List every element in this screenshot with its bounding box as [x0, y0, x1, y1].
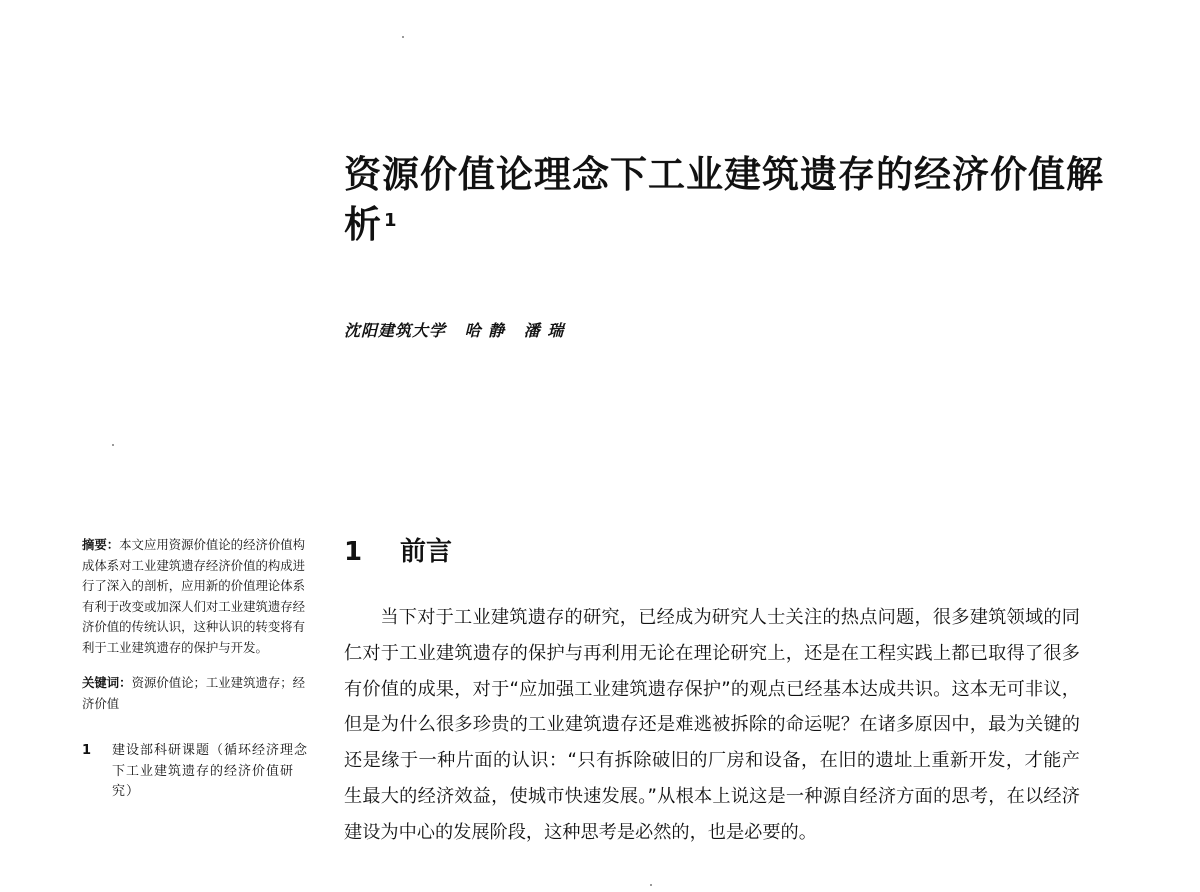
author-name: 哈 静	[464, 321, 506, 340]
sidebar-notes	[82, 535, 314, 803]
keywords-text: 资源价值论；工业建筑遗存；经济价值	[82, 675, 306, 711]
author-name: 潘 瑞	[523, 321, 565, 340]
section-title: 前言	[400, 537, 453, 567]
author-line	[344, 318, 576, 341]
abstract-text: 本文应用资源价值论的经济价值构成体系对工业建筑遗存经济价值的构成进行了深入的剖析，应用新的价值理论体系有利于改变或加深人们对工业建筑遗存经济价值的传统认识，这种认识的转变将有利于工业建筑遗存的保护与开发。	[82, 537, 306, 655]
section-number: 1	[344, 537, 363, 567]
paper-title-text: 资源价值论理念下工业建筑遗存的经济价值解析	[344, 153, 1104, 246]
footnote	[82, 741, 314, 803]
scan-speck	[650, 884, 652, 886]
footnote-number: 1	[82, 743, 92, 758]
keywords	[82, 673, 314, 714]
body-paragraph: 当下对于工业建筑遗存的研究，已经成为研究人士关注的热点问题，很多建筑领域的同仁对于工业建筑遗存的保护与再利用无论在理论研究上，还是在工程实践上都已取得了很多有价值的成果，对于“应加强工业建筑遗存保护”的观点已经基本达成共识。这本无可非议，但是为什么很多珍贵的工业建筑遗存还是难逃被拆除的命运呢？在诸多原因中，最为关键的还是缘于一种片面的认识：“只有拆除破旧的厂房和设备，在旧的遗址上重新开发，才能产生最大的经济效益，使城市快速发展。”从根本上说这是一种源自经济方面的思考，在以经济建设为中心的发展阶段，这种思考是必然的，也是必要的。	[344, 607, 1080, 843]
title-footnote-mark: 1	[384, 210, 398, 231]
author-affiliation: 沈阳建筑大学	[344, 321, 447, 340]
footnote-text: 建设部科研课题（循环经济理念下工业建筑遗存的经济价值研究）	[112, 743, 309, 799]
scan-speck	[402, 36, 404, 38]
abstract	[82, 535, 314, 658]
abstract-label: 摘要：	[82, 537, 120, 552]
scan-speck	[112, 444, 114, 446]
section-heading	[344, 532, 452, 572]
keywords-label: 关键词：	[82, 675, 132, 690]
paper-title	[344, 150, 1104, 250]
body-text	[344, 600, 1080, 851]
